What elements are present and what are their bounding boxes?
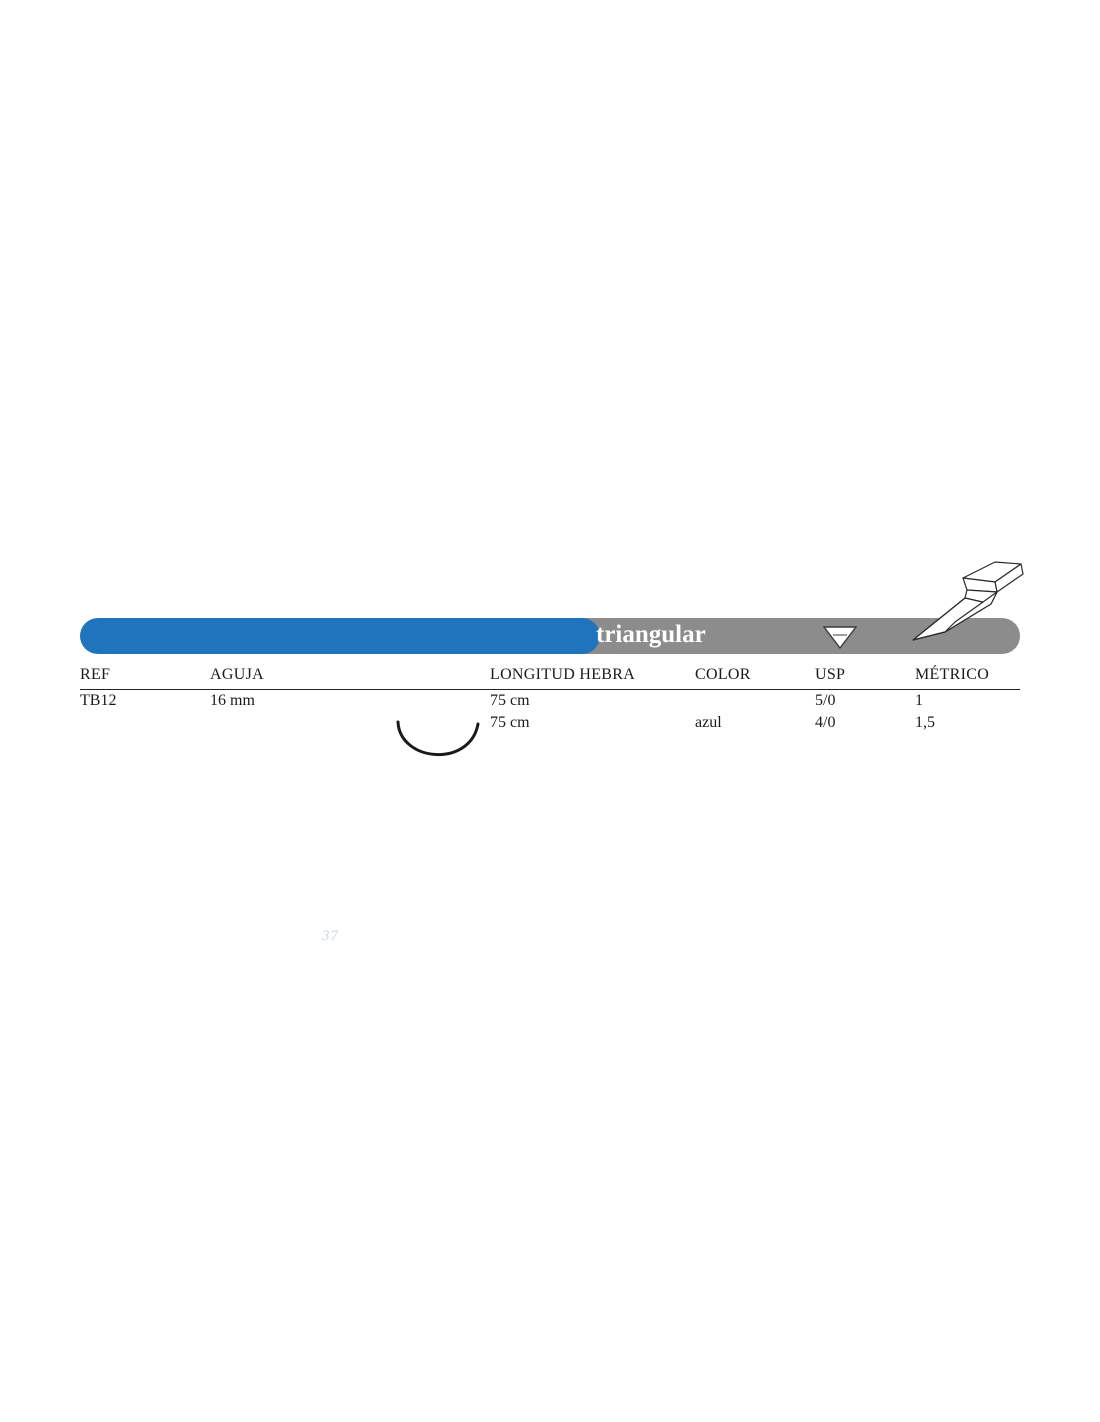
cell-usp: 4/0 — [815, 714, 836, 731]
spec-table-wrapper — [80, 662, 1020, 734]
spec-table — [80, 662, 1020, 734]
table-row — [80, 690, 1020, 713]
table-row — [80, 712, 1020, 734]
column-header-ref: REF — [80, 662, 210, 690]
column-header-color: COLOR — [695, 662, 815, 690]
page-artifact-text: 37 — [322, 928, 339, 944]
curved-needle-icon — [392, 718, 492, 774]
cell-ref — [80, 712, 210, 734]
cell-color — [695, 690, 815, 713]
column-header-aguja: AGUJA — [210, 662, 490, 690]
cell-usp: 5/0 — [815, 692, 836, 709]
needle-point-illustration — [845, 548, 1045, 648]
cell-longitud: 75 cm — [490, 714, 530, 731]
cell-aguja: 16 mm — [210, 692, 255, 709]
cell-longitud: 75 cm — [490, 692, 530, 709]
column-header-usp: USP — [815, 662, 915, 690]
column-header-metrico: MÉTRICO — [915, 662, 1020, 690]
cell-ref: TB12 — [80, 692, 117, 709]
column-header-longitud: LONGITUD HEBRA — [490, 662, 695, 690]
banner-blue-pill — [80, 618, 600, 654]
table-header-row — [80, 662, 1020, 690]
cell-color: azul — [695, 714, 722, 731]
point-type-label: triangular — [596, 621, 706, 648]
cell-metrico: 1 — [915, 692, 923, 709]
cell-metrico: 1,5 — [915, 714, 935, 731]
